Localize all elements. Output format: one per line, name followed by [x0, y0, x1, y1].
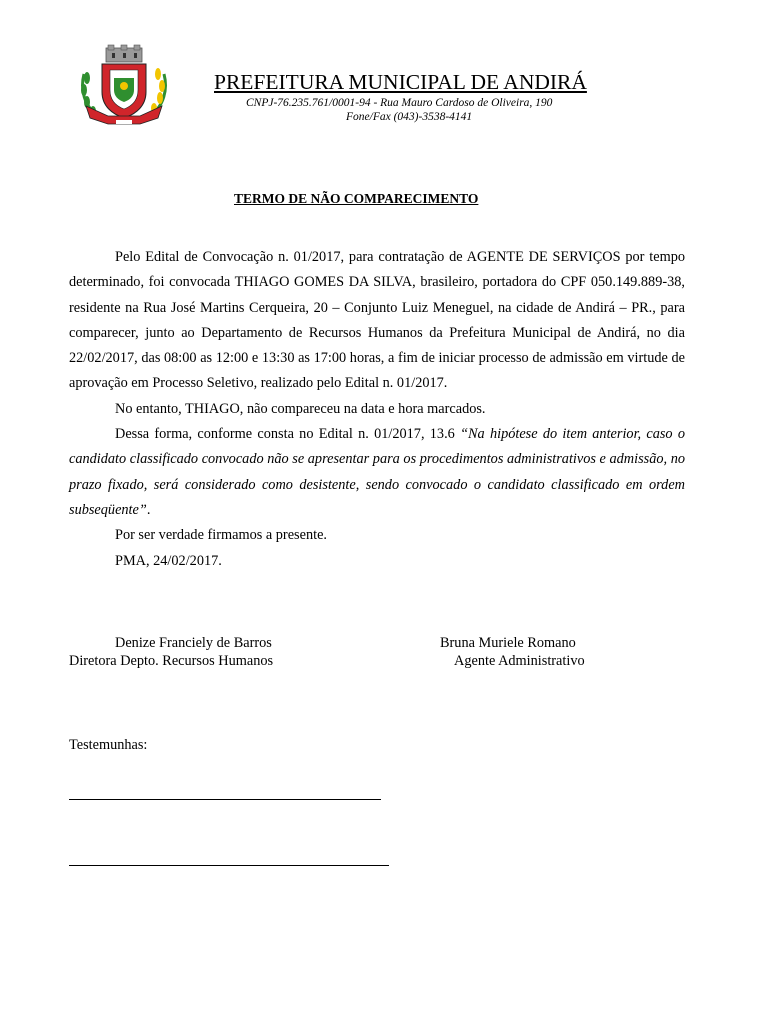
- signer-right-name: Bruna Muriele Romano: [440, 635, 576, 651]
- paragraph-closing: Por ser verdade firmamos a presente.: [115, 527, 327, 544]
- paragraph-convocation: Pelo Edital de Convocação n. 01/2017, para contratação de AGENTE DE SERVIÇOS por tempo determinado, foi convocada THIAGO GOMES DA SILVA, brasileiro, portadora do CPF 050.149.889-38, residente na Rua José Martins Cerqueira, 20 – Conjunto Luiz Meneguel, na cidade de Andirá – PR., para comparecer, junto ao Departamento de Recursos Humanos da Prefeitura Municipal de Andirá, no dia 22/02/2017, das 08:00 as 12:00 e 13:30 as 17:00 horas, a fim de iniciar processo de admissão em virtude de aprovação em Processo Seletivo, realizado pelo Edital n. 01/2017.: [69, 249, 685, 392]
- header-cnpj-address: CNPJ-76.235.761/0001-94 - Rua Mauro Cardoso de Oliveira, 190: [246, 97, 553, 109]
- document-body: [69, 245, 685, 574]
- page-title: PREFEITURA MUNICIPAL DE ANDIRÁ: [214, 70, 587, 94]
- paragraph-absence: No entanto, THIAGO, não compareceu na data e hora marcados.: [115, 400, 486, 417]
- clause-intro: Dessa forma, conforme consta no Edital n. 01/2017, 13.6: [115, 426, 461, 443]
- municipal-coat-of-arms-icon: [78, 44, 170, 130]
- document-heading: TERMO DE NÃO COMPARECIMENTO: [234, 191, 479, 206]
- header-phone: Fone/Fax (043)-3538-4141: [346, 111, 473, 123]
- witnesses-label: Testemunhas:: [69, 737, 148, 753]
- paragraph-edital-clause: [69, 422, 685, 523]
- witness-signature-line-1: [69, 799, 381, 800]
- signer-right-role: Agente Administrativo: [454, 653, 585, 669]
- clause-quote: “Na hipótese do item anterior, caso o candidato classificado convocado não se apresentar para os procedimentos administrativos e admissão, no prazo fixado, será considerado como desistente, sendo convocado o candidato classificado em ordem subseqüente”: [69, 426, 685, 518]
- signer-left-role: Diretora Depto. Recursos Humanos: [69, 653, 274, 669]
- witness-signature-line-2: [69, 865, 389, 866]
- place-date: PMA, 24/02/2017.: [115, 552, 222, 569]
- signer-left-name: Denize Franciely de Barros: [115, 635, 272, 651]
- clause-end: .: [146, 501, 151, 518]
